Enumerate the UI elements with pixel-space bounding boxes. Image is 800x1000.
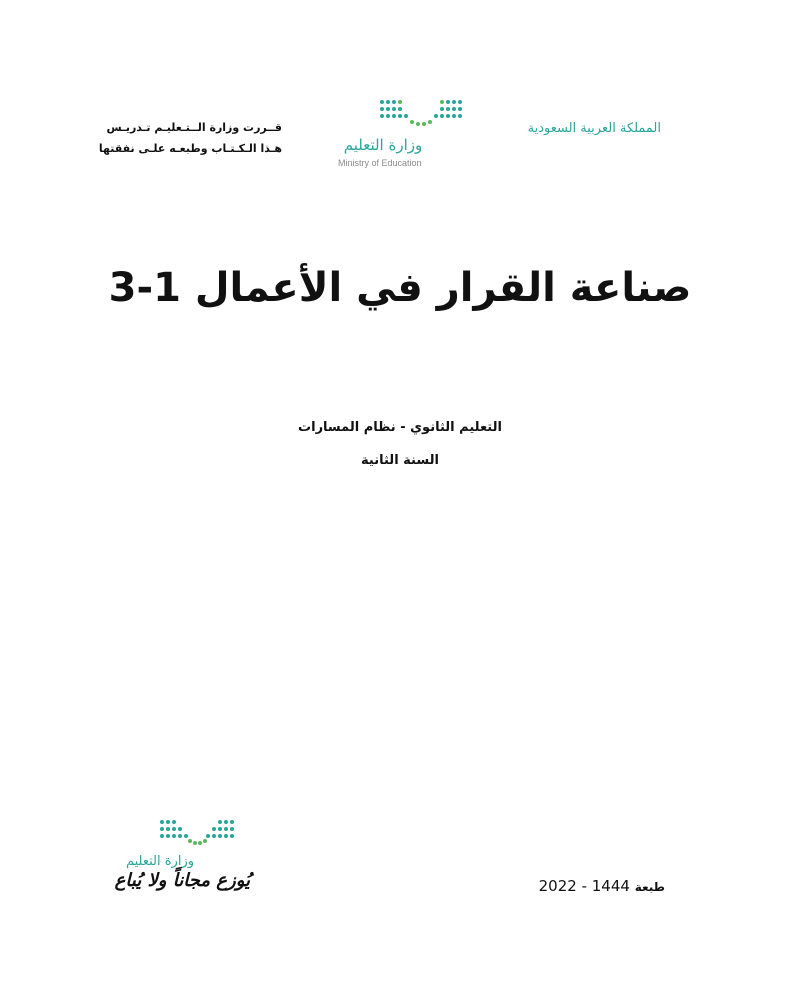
book-year: السنة الثانية (361, 453, 439, 468)
edition-info (540, 877, 665, 895)
ministry-logo (330, 98, 470, 173)
edition-label: طبعة (634, 880, 665, 894)
edition-value: 1444 - 2022 (538, 877, 630, 895)
decree-line-1: قــررت وزارة الــتـعليـم تـدريـس (106, 121, 282, 134)
decree-line-2: هـذا الـكـتـاب وطبعـه علـى نفقتها (98, 142, 282, 155)
free-distribution-note: يُوزع مجاناً ولا يُباع (114, 870, 250, 891)
book-subtitle: التعليم الثانوي - نظام المسارات (298, 420, 502, 435)
ministry-name-en: Ministry of Education (338, 158, 422, 168)
ministry-logo-icon (376, 98, 466, 128)
decree-text (98, 117, 282, 159)
kingdom-label: المملكة العربية السعودية (527, 121, 661, 136)
book-title: صناعة القرار في الأعمال 1-3 (108, 265, 692, 311)
ministry-name-ar: وزارة التعليم (343, 136, 423, 154)
footer-ministry-logo-icon (157, 818, 237, 846)
footer-ministry-name: وزارة التعليم (125, 854, 195, 869)
